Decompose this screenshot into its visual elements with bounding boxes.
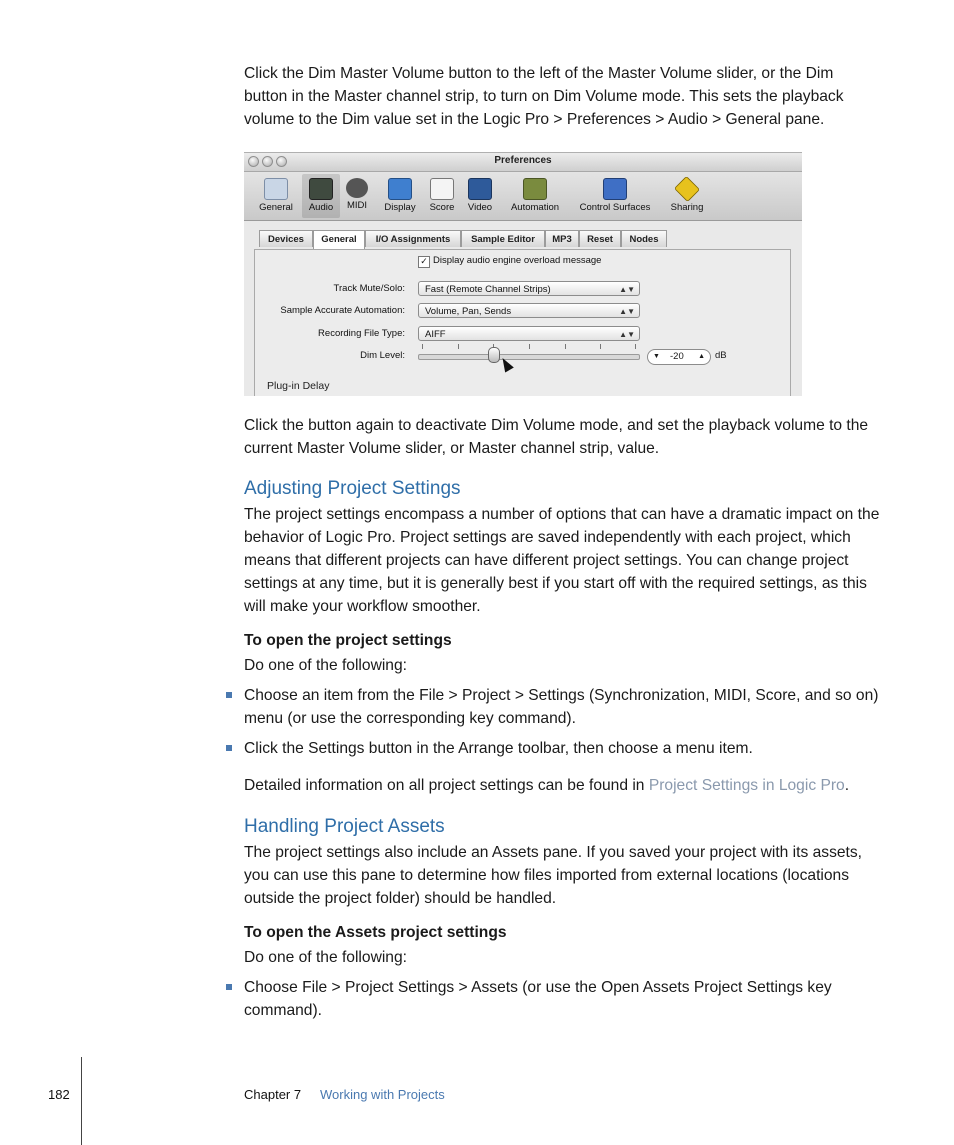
toolbar-sharing: Sharing bbox=[664, 174, 710, 218]
tab-reset: Reset bbox=[579, 230, 621, 247]
tab-devices: Devices bbox=[259, 230, 313, 247]
detail-paragraph: Detailed information on all project settings can be found in Project Settings in Logic Pro. bbox=[244, 777, 850, 794]
task-label-project-settings: To open the project settings bbox=[244, 632, 452, 649]
chapter-label: Chapter 7 bbox=[244, 1087, 302, 1102]
toolbar-score: Score bbox=[425, 174, 459, 218]
list-item: Choose File > Project Settings > Assets (or use the Open Assets Project Settings key command). bbox=[244, 976, 880, 1022]
project-settings-link[interactable]: Project Settings in Logic Pro bbox=[648, 777, 845, 794]
toolbar-audio: Audio bbox=[302, 174, 340, 218]
tab-general: General bbox=[313, 230, 365, 249]
after-screenshot-paragraph: Click the button again to deactivate Dim Volume mode, and set the playback volume to the current Master Volume slider, or Master channel strip, value. bbox=[244, 417, 869, 457]
list-item: Click the Settings button in the Arrange toolbar, then choose a menu item. bbox=[244, 737, 880, 760]
stepper-down-icon: ▼ bbox=[653, 353, 660, 360]
toolbar-control-surfaces: Control Surfaces bbox=[572, 174, 658, 218]
recording-file-type-label: Recording File Type: bbox=[318, 328, 405, 339]
section-body-adjusting: The project settings encompass a number of options that can have a dramatic impact on the behavior of Logic Pro. Project settings are saved independently with each project, which means that different projects can have different project settings. You can change project settings at any time, but it is generally best if you start off with the required settings, as this will make your workflow smoother. bbox=[244, 506, 880, 615]
audio-icon bbox=[309, 178, 333, 200]
list-item: Choose an item from the File > Project > Settings (Synchronization, MIDI, Score, and so on) menu (or use the corresponding key command). bbox=[244, 684, 880, 730]
page-number: 182 bbox=[48, 1087, 70, 1102]
display-icon bbox=[388, 178, 412, 200]
midi-icon bbox=[346, 178, 368, 198]
tab-mp3: MP3 bbox=[545, 230, 579, 247]
window-titlebar bbox=[244, 153, 802, 172]
slider-tick bbox=[600, 344, 601, 349]
dim-level-unit: dB bbox=[715, 350, 727, 361]
slider-tick bbox=[529, 344, 530, 349]
task-intro: Do one of the following: bbox=[244, 949, 407, 966]
slider-tick bbox=[422, 344, 423, 349]
dim-level-slider bbox=[418, 354, 640, 360]
tab-sample-editor: Sample Editor bbox=[461, 230, 545, 247]
score-icon bbox=[430, 178, 454, 200]
section-body-assets: The project settings also include an Assets pane. If you saved your project with its assets, you can use this pane to determine how files imported from external locations (locations outside the project folder) should be handled. bbox=[244, 844, 863, 907]
control-surfaces-icon bbox=[603, 178, 627, 200]
general-icon bbox=[264, 178, 288, 200]
slider-tick bbox=[565, 344, 566, 349]
tab-nodes: Nodes bbox=[621, 230, 667, 247]
toolbar-display: Display bbox=[378, 174, 422, 218]
window-title: Preferences bbox=[494, 155, 552, 166]
tab-io-assignments: I/O Assignments bbox=[365, 230, 461, 247]
track-mute-solo-popup: Fast (Remote Channel Strips) ▲▼ bbox=[418, 281, 640, 296]
task-intro: Do one of the following: bbox=[244, 657, 407, 674]
intro-paragraph: Click the Dim Master Volume button to the left of the Master Volume slider, or the Dim button in the Master channel strip, to turn on Dim Volume mode. This sets the playback volume to the Dim value set in the Logic Pro > Preferences > Audio > General pane. bbox=[244, 65, 844, 128]
popup-arrows-icon: ▲▼ bbox=[619, 285, 635, 294]
overload-checkbox-label: Display audio engine overload message bbox=[433, 255, 602, 266]
toolbar-video: Video bbox=[463, 174, 497, 218]
plugin-delay-label: Plug-in Delay bbox=[267, 380, 330, 392]
dim-level-stepper: ▼ -20 ▲ bbox=[647, 349, 711, 365]
toolbar-midi: MIDI bbox=[342, 174, 372, 218]
video-icon bbox=[468, 178, 492, 200]
preferences-screenshot bbox=[244, 152, 802, 396]
general-panel bbox=[254, 249, 791, 396]
track-mute-solo-label: Track Mute/Solo: bbox=[333, 283, 405, 294]
task-label-assets: To open the Assets project settings bbox=[244, 924, 507, 941]
slider-tick bbox=[458, 344, 459, 349]
automation-icon bbox=[523, 178, 547, 200]
preferences-toolbar bbox=[244, 172, 802, 221]
sample-accurate-popup: Volume, Pan, Sends ▲▼ bbox=[418, 303, 640, 318]
recording-file-type-popup: AIFF ▲▼ bbox=[418, 326, 640, 341]
slider-tick bbox=[635, 344, 636, 349]
sharing-icon bbox=[674, 176, 700, 202]
chapter-title: Working with Projects bbox=[320, 1087, 445, 1102]
dim-level-label: Dim Level: bbox=[360, 350, 405, 361]
footer-divider bbox=[81, 1057, 82, 1145]
toolbar-automation: Automation bbox=[503, 174, 567, 218]
stepper-up-icon: ▲ bbox=[698, 353, 705, 360]
toolbar-general: General bbox=[254, 174, 298, 218]
popup-arrows-icon: ▲▼ bbox=[619, 307, 635, 316]
popup-arrows-icon: ▲▼ bbox=[619, 330, 635, 339]
section-heading-assets: Handling Project Assets bbox=[244, 816, 445, 837]
overload-checkbox: ✓ bbox=[418, 256, 430, 268]
section-heading-adjusting: Adjusting Project Settings bbox=[244, 478, 461, 499]
sample-accurate-label: Sample Accurate Automation: bbox=[280, 305, 405, 316]
